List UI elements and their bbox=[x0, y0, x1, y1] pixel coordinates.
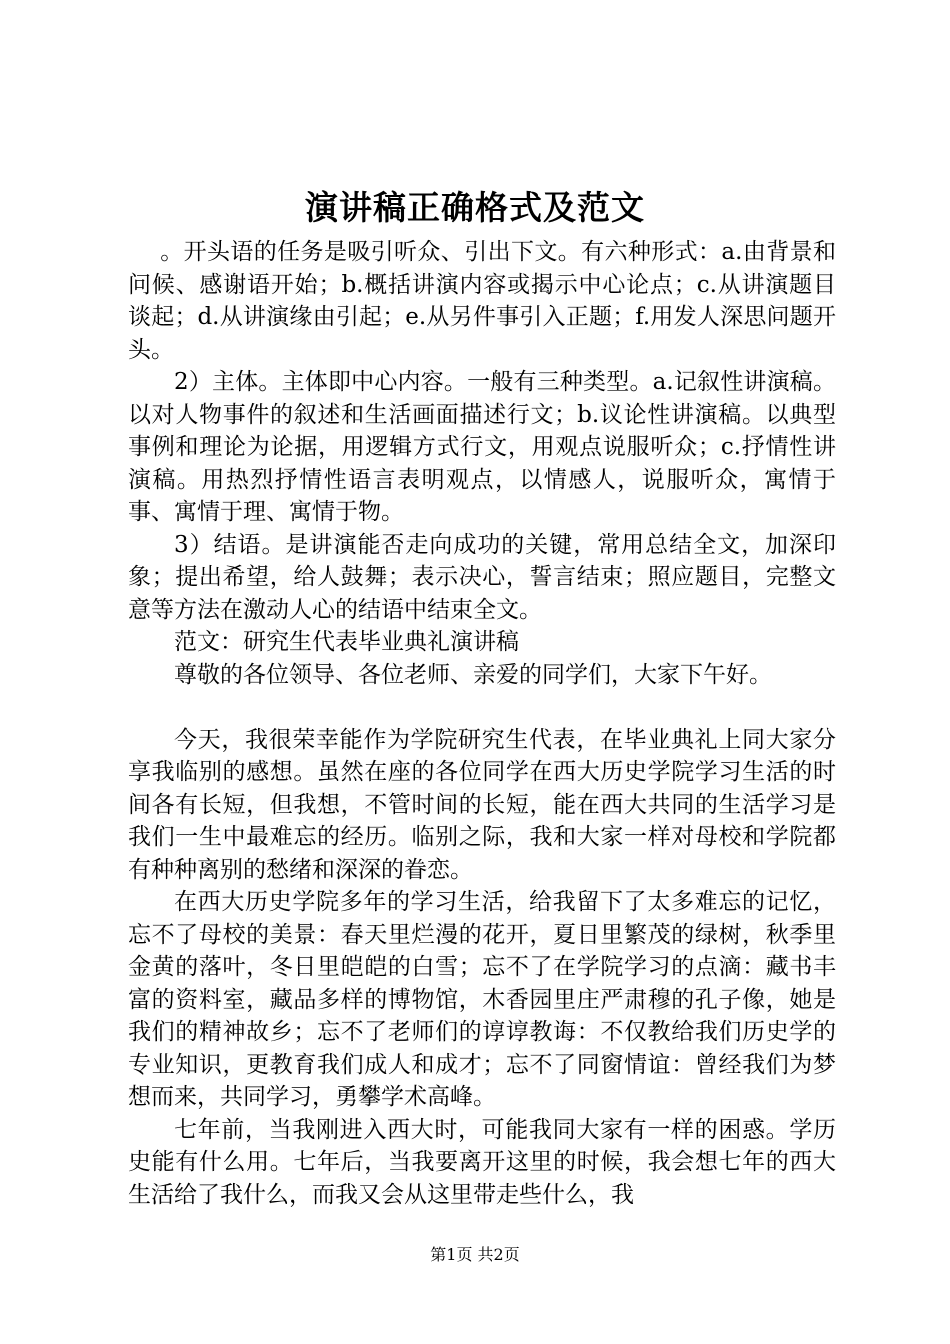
paragraph-sample-heading: 范文：研究生代表毕业典礼演讲稿 bbox=[174, 629, 519, 655]
document-body bbox=[128, 236, 836, 1211]
paragraph-seven-years: 七年前，当我刚进入西大时，可能我同大家有一样的困惑。学历史能有什么用。七年后，当我要离开这里的时候，我会想七年的西大生活给了我什么，而我又会从这里带走些什么，我 bbox=[128, 1116, 836, 1208]
paragraph-conclusion: 3）结语。是讲演能否走向成功的关键，常用总结全文，加深印象；提出希望，给人鼓舞；表示决心，誓言结束；照应题目，完整文意等方法在激动人心的结语中结束全文。 bbox=[128, 531, 836, 623]
paragraph-today: 今天，我很荣幸能作为学院研究生代表，在毕业典礼上同大家分享我临别的感想。虽然在座的各位同学在西大历史学院学习生活的时间各有长短，但我想，不管时间的长短，能在西大共同的生活学习是我们一生中最难忘的经历。临别之际，我和大家一样对母校和学院都有种种离别的愁绪和深深的眷恋。 bbox=[128, 726, 836, 883]
document-title: 演讲稿正确格式及范文 bbox=[305, 188, 645, 227]
paragraph-opening: 。开头语的任务是吸引听众、引出下文。有六种形式：a.由背景和问候、感谢语开始；b.概括讲演内容或揭示中心论点；c.从讲演题目谈起；d.从讲演缘由引起；e.从另件事引入正题；f.用发人深思问题开头。 bbox=[128, 239, 836, 363]
blank-line bbox=[128, 691, 836, 724]
paragraph-greeting: 尊敬的各位领导、各位老师、亲爱的同学们，大家下午好。 bbox=[174, 661, 772, 688]
page-number: 第1页 共2页 bbox=[430, 1245, 520, 1264]
paragraph-memories: 在西大历史学院多年的学习生活，给我留下了太多难忘的记忆，忘不了母校的美景：春天里烂漫的花开，夏日里繁茂的绿树，秋季里金黄的落叶，冬日里皑皑的白雪；忘不了在学院学习的点滴：藏书丰富的资料室，藏品多样的博物馆，木香园里庄严肃穆的孔子像，她是我们的精神故乡；忘不了老师们的谆谆教诲：不仅教给我们历史学的专业知识，更教育我们成人和成才；忘不了同窗情谊：曾经我们为梦想而来，共同学习，勇攀学术高峰。 bbox=[128, 889, 836, 1110]
paragraph-main-body: 2）主体。主体即中心内容。一般有三种类型。a.记叙性讲演稿。以对人物事件的叙述和生活画面描述行文；b.议论性讲演稿。以典型事例和理论为论据，用逻辑方式行文，用观点说服听众；c.抒情性讲演稿。用热烈抒情性语言表明观点，以情感人，说服听众，寓情于事、寓情于理、寓情于物。 bbox=[128, 369, 836, 525]
